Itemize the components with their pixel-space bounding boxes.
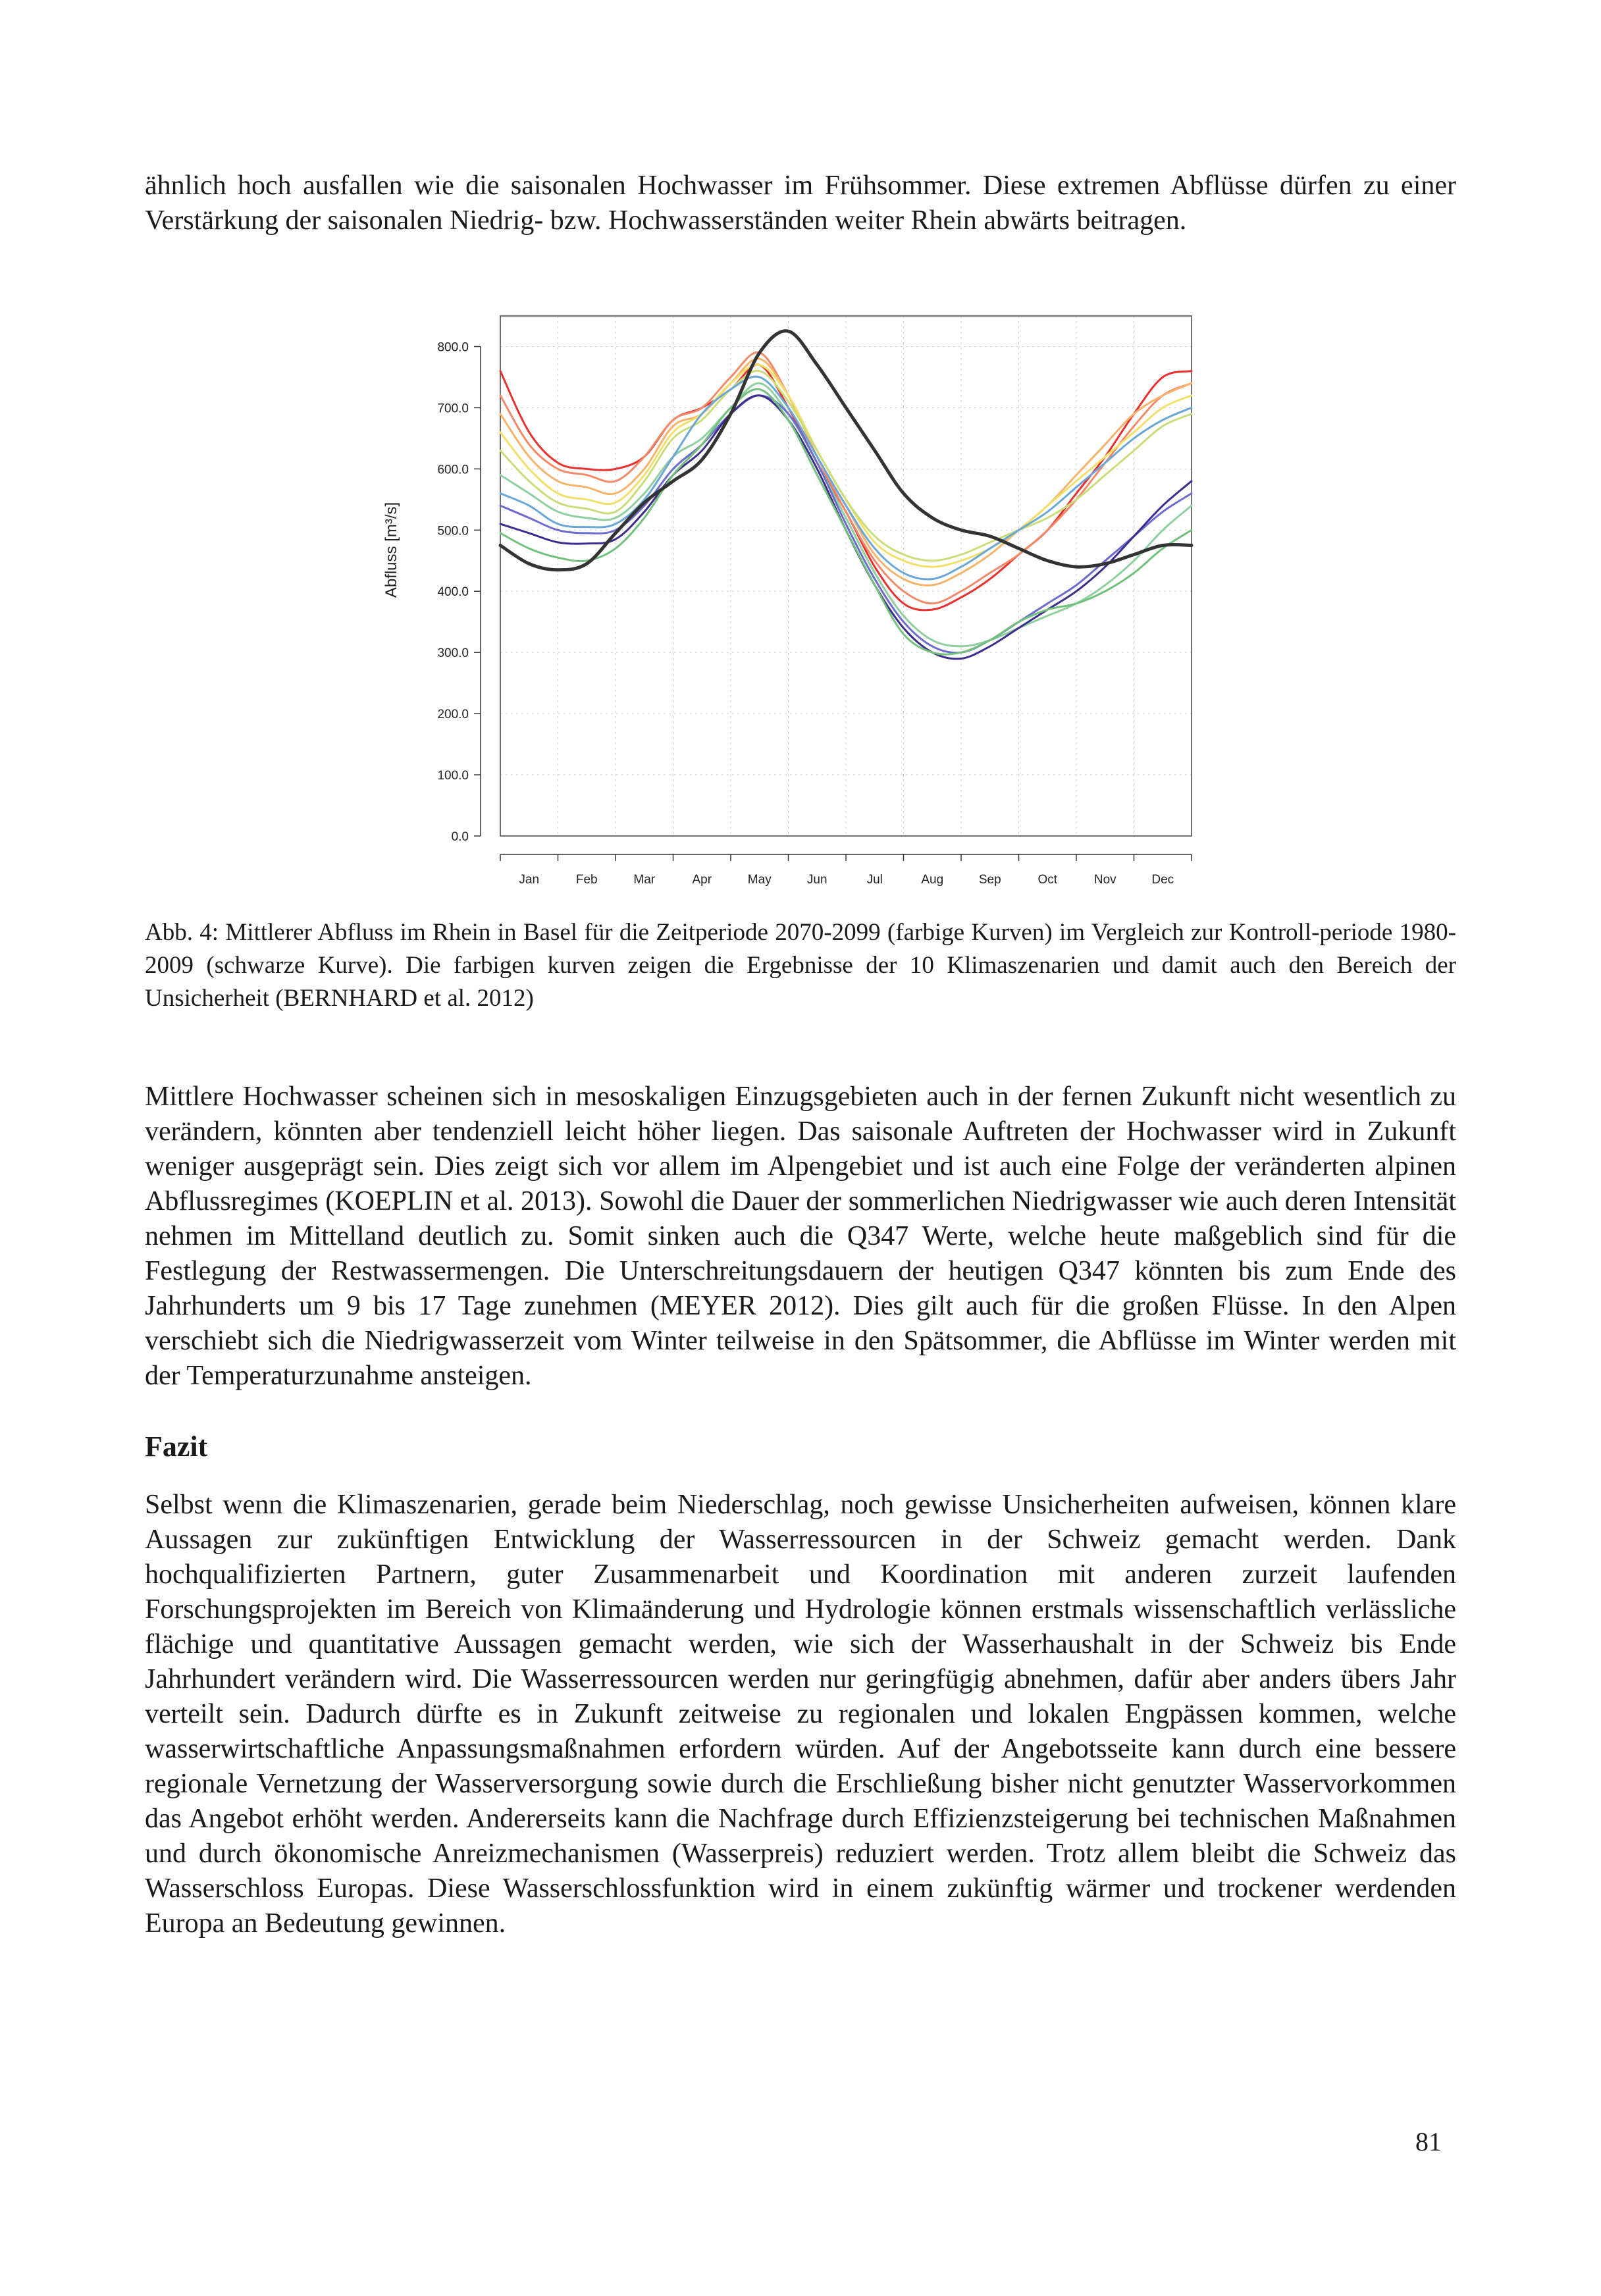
y-tick-label: 700.0	[437, 402, 469, 416]
series-line-scenario	[500, 396, 1192, 653]
y-tick-label: 800.0	[437, 340, 469, 355]
y-tick-label: 100.0	[437, 769, 469, 783]
body-paragraph-2	[145, 1488, 1456, 1941]
paragraph-2-text: Selbst wenn die Klimaszenarien, gerade beim Niederschlag, noch gewisse Unsicherheiten aufweisen, können klare Aussagen zur zukünftigen Entwicklung der Wasserressourcen in der Schweiz gemacht werden. Dank hochqualifizierten Partnern, guter Zusammenarbeit und Koordination mit anderen zurzeit laufenden Forschungsprojekten im Bereich von Klimaänderung und Hydrologie können erstmals wissenschaftlich verlässliche flächige und quantitative Aussagen gemacht werden, wie sich der Wasserhaushalt in der Schweiz bis Ende Jahrhundert verändern wird. Die Wasserressourcen werden nur geringfügig abnehmen, dafür aber anders übers Jahr verteilt sein. Dadurch dürfte es in Zukunft zeitweise zu regionalen und lokalen Engpässen kommen, welche wasserwirtschaftliche Anpassungsmaßnahmen erfordern würden. Auf der Angebotsseite kann durch eine bessere regionale Vernetzung der Wasserversorgung sowie durch die Erschließung bisher nicht genutzter Wasservorkommen das Angebot erhöht werden. Andererseits kann die Nachfrage durch Effizienzsteigerung bei technischen Maßnahmen und durch ökonomische Anreizmechanismen (Wasserpreis) reduziert werden. Trotz allem bleibt die Schweiz das Wasserschloss Europas. Diese Wasserschlossfunktion wird in einem zukünftig wärmer und trockener werdenden Europa an Bedeutung gewinnen.	[145, 1490, 1456, 1939]
x-tick-label: Nov	[1093, 873, 1116, 887]
x-tick-label: May	[747, 873, 772, 887]
discharge-chart	[369, 309, 1238, 902]
intro-paragraph	[145, 169, 1456, 238]
y-axis	[437, 340, 481, 844]
x-tick-label: Mar	[633, 873, 656, 887]
y-tick-label: 600.0	[437, 463, 469, 477]
x-tick-label: Jun	[806, 873, 827, 887]
body-paragraph-1	[145, 1080, 1456, 1394]
y-tick-label: 300.0	[437, 646, 469, 661]
y-tick-label: 0.0	[451, 830, 469, 844]
y-tick-label: 400.0	[437, 585, 469, 600]
paragraph-1-text: Mittlere Hochwasser scheinen sich in mesoskaligen Einzugsgebieten auch in der fernen Zukunft nicht wesentlich zu verändern, könnten aber tendenziell leicht höher liegen. Das saisonale Auftreten der Hochwasser wird in Zukunft weniger ausgeprägt sein. Dies zeigt sich vor allem im Alpengebiet und ist auch eine Folge der veränderten alpinen Abflussregimes (KOEPLIN et al. 2013). Sowohl die Dauer der sommerlichen Niedrigwasser wie auch deren Intensität nehmen im Mittelland deutlich zu. Somit sinken auch die Q347 Werte, welche heute maßgeblich sind für die Festlegung der Restwassermengen. Die Unterschreitungsdauern der heutigen Q347 könnten bis zum Ende des Jahrhunderts um 9 bis 17 Tage zunehmen (MEYER 2012). Dies gilt auch für die großen Flüsse. In den Alpen verschiebt sich die Niedrigwasserzeit vom Winter teilweise in den Spätsommer, die Abflüsse im Winter werden mit der Temperaturzunahme ansteigen.	[145, 1082, 1456, 1391]
x-tick-label: Sep	[978, 873, 1001, 887]
intro-text: ähnlich hoch ausfallen wie die saisonalen Hochwasser im Frühsommer. Diese extremen Abflüsse dürfen zu einer Verstärkung der saisonalen Niedrig- bzw. Hochwasserständen weiter Rhein abwärts beitragen.	[145, 170, 1456, 236]
x-tick-label: Jul	[866, 873, 883, 887]
section-heading: Fazit	[145, 1430, 208, 1463]
figure-caption: Abb. 4: Mittlerer Abfluss im Rhein in Basel für die Zeitperiode 2070-2099 (farbige Kurven) im Vergleich zur Kontroll-periode 1980-2009 (schwarze Kurve). Die farbigen kurven zeigen die Ergebnisse der 10 Klimaszenarien und damit auch den Bereich der Unsicherheit (BERNHARD et al. 2012)	[145, 919, 1456, 1012]
x-tick-label: Dec	[1151, 873, 1174, 887]
chart-svg	[369, 309, 1238, 902]
x-tick-label: Feb	[575, 873, 598, 887]
x-tick-label: Aug	[921, 873, 944, 887]
y-axis-label: Abfluss [m³/s]	[382, 502, 400, 598]
y-tick-label: 500.0	[437, 524, 469, 538]
x-axis	[500, 854, 1192, 887]
x-tick-label: Jan	[519, 873, 540, 887]
y-tick-label: 200.0	[437, 708, 469, 722]
x-tick-label: Apr	[692, 873, 712, 887]
x-tick-label: Oct	[1037, 873, 1058, 887]
page-number: 81	[1415, 2127, 1442, 2156]
